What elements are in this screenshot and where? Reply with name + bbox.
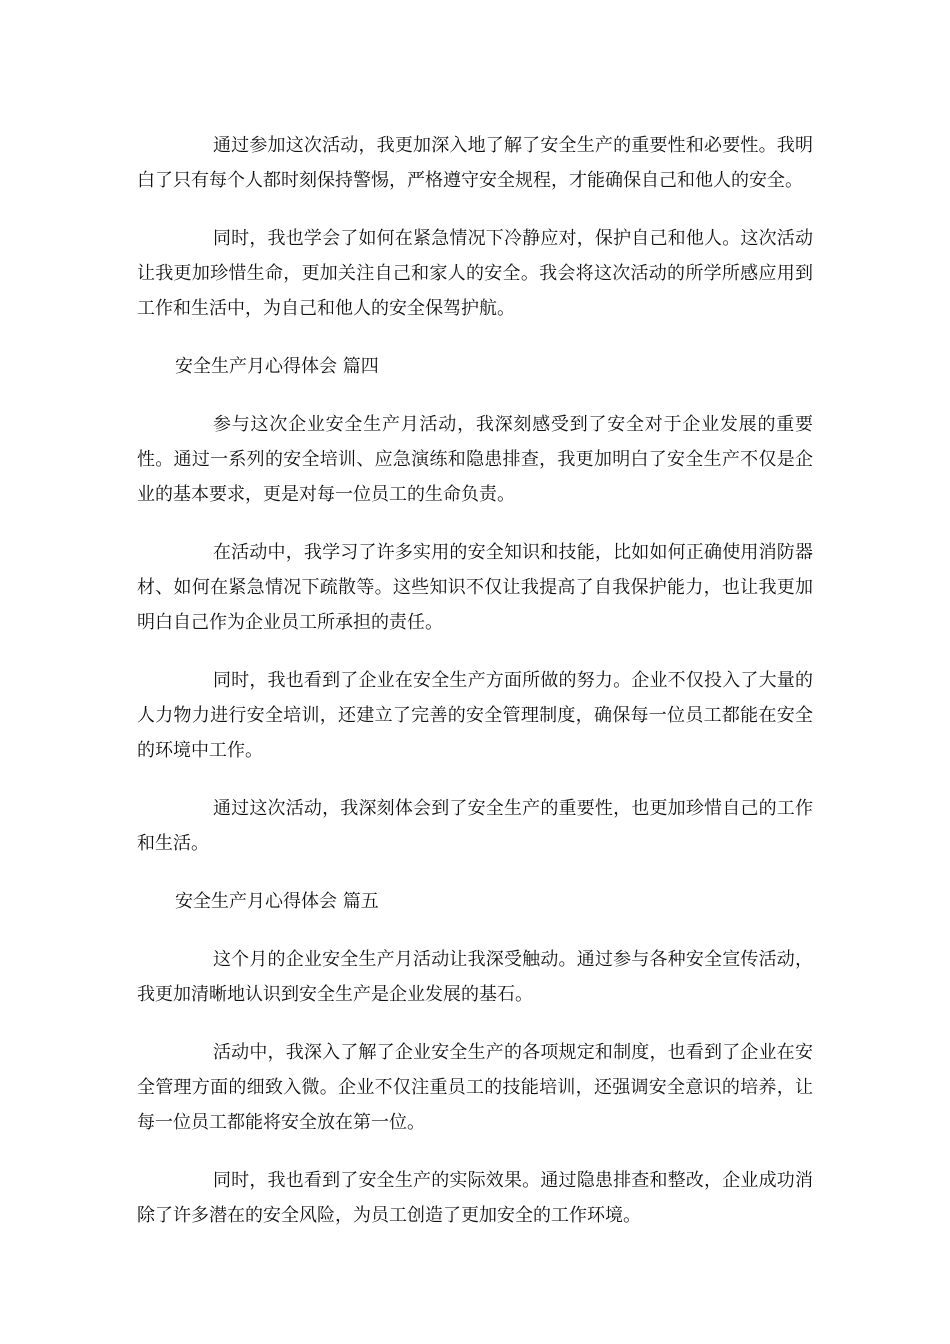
paragraph: 通过参加这次活动，我更加深入地了解了安全生产的重要性和必要性。我明白了只有每个人都时刻保持警惕，严格遵守安全规程，才能确保自己和他人的安全。 bbox=[137, 135, 813, 191]
paragraph: 同时，我也学会了如何在紧急情况下冷静应对，保护自己和他人。这次活动让我更加珍惜生命，更加关注自己和家人的安全。我会将这次活动的所学所感应用到工作和生活中，为自己和他人的安全保驾护航。 bbox=[137, 228, 813, 319]
paragraph: 参与这次企业安全生产月活动，我深刻感受到了安全对于企业发展的重要性。通过一系列的安全培训、应急演练和隐患排查，我更加明白了安全生产不仅是企业的基本要求，更是对每一位员工的生命负责。 bbox=[137, 414, 813, 505]
paragraph: 同时，我也看到了企业在安全生产方面所做的努力。企业不仅投入了大量的人力物力进行安全培训，还建立了完善的安全管理制度，确保每一位员工都能在安全的环境中工作。 bbox=[137, 670, 813, 761]
paragraph: 这个月的企业安全生产月活动让我深受触动。通过参与各种安全宣传活动，我更加清晰地认识到安全生产是企业发展的基石。 bbox=[137, 949, 813, 1005]
paragraph: 在活动中，我学习了许多实用的安全知识和技能，比如如何正确使用消防器材、如何在紧急情况下疏散等。这些知识不仅让我提高了自我保护能力，也让我更加明白自己作为企业员工所承担的责任。 bbox=[137, 542, 813, 633]
section-heading-4: 安全生产月心得体会 篇四 bbox=[175, 356, 379, 377]
paragraph: 同时，我也看到了安全生产的实际效果。通过隐患排查和整改，企业成功消除了许多潜在的安全风险，为员工创造了更加安全的工作环境。 bbox=[137, 1170, 813, 1226]
section-heading-5: 安全生产月心得体会 篇五 bbox=[175, 891, 379, 912]
paragraph: 通过这次活动，我深刻体会到了安全生产的重要性，也更加珍惜自己的工作和生活。 bbox=[137, 798, 813, 854]
document-page bbox=[137, 128, 813, 1256]
paragraph: 活动中，我深入了解了企业安全生产的各项规定和制度，也看到了企业在安全管理方面的细致入微。企业不仅注重员工的技能培训，还强调安全意识的培养，让每一位员工都能将安全放在第一位。 bbox=[137, 1042, 813, 1133]
